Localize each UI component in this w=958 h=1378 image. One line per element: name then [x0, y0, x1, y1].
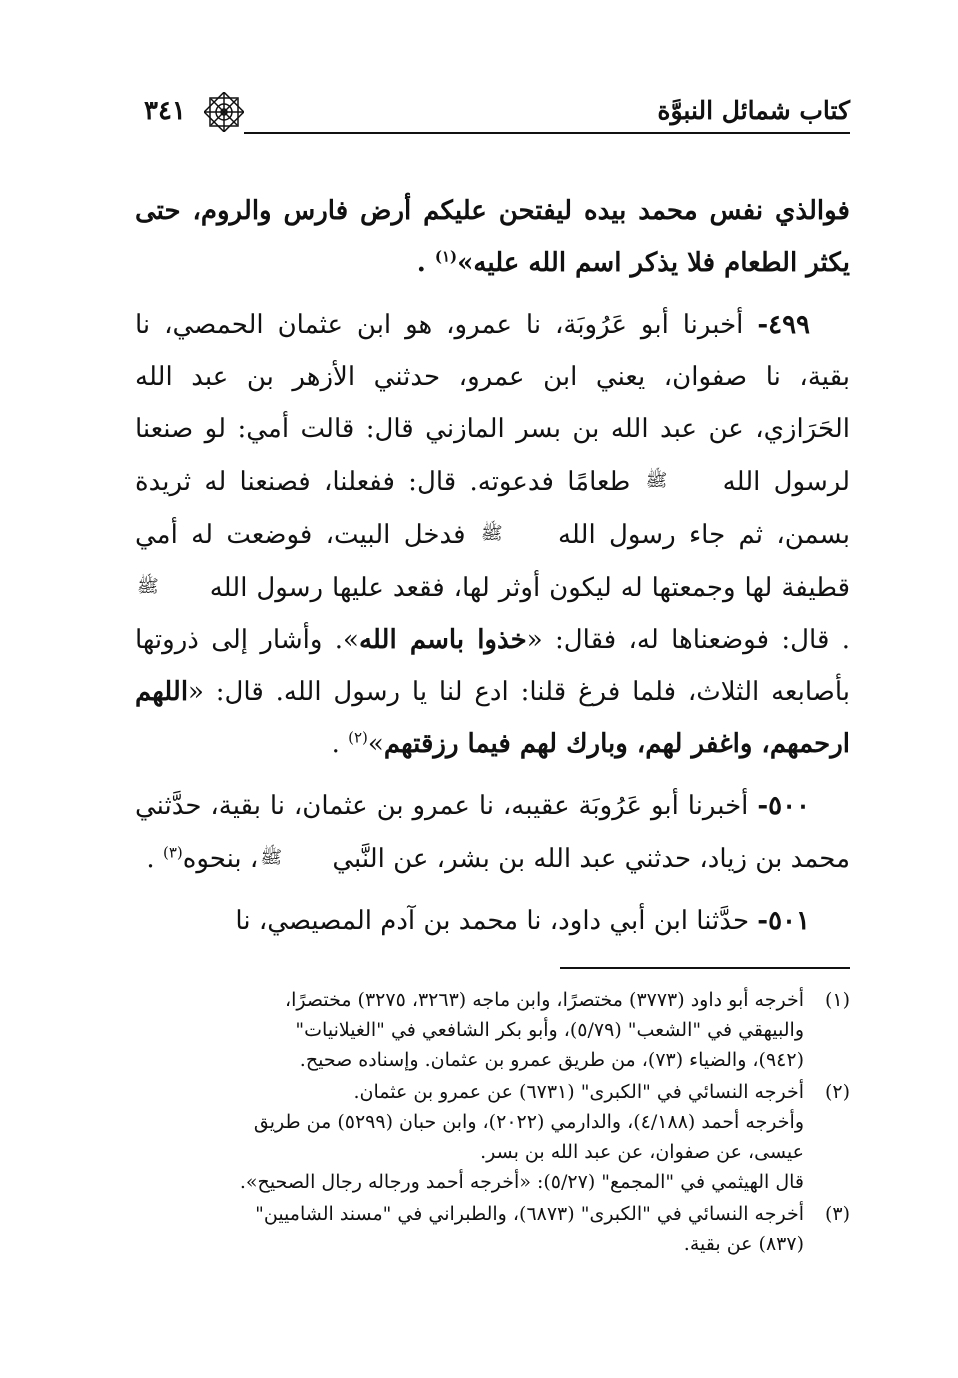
salutation-icon: ﷺ: [480, 523, 503, 544]
header-rule: [244, 132, 850, 134]
hadith-number: ٥٠١-: [757, 906, 810, 936]
hadith-number: ٥٠٠-: [757, 791, 811, 821]
hadith-501: [135, 895, 850, 947]
intro-line-1: فوالذي نفس محمد بيده ليفتحن عليكم أرض فارس والروم، حتى: [135, 196, 850, 226]
footnote-line: والبيهقي في "الشعب" (٥/٧٩)، وأبو بكر الشافعي في "الغيلانيات": [295, 1019, 804, 1041]
hadith-500: ٥٠٠- أخبرنا أبو عَرُوبَة عقيبه، نا عمرو بن عثمان، نا بقية، حدَّثني محمد بن زياد، حدثني عبد الله بن بشر، عن النَّبي ﷺ، بنحوه$^{(٣)}$ .: [135, 780, 850, 885]
hadith-text: طعامًا فدعوته. قال: ففعلنا، فصنعنا له ثريدة بسمن، ثم جاء رسول الله: [135, 467, 851, 550]
footnote-2: [135, 1077, 850, 1197]
footnote-mark: (١): [824, 989, 850, 1011]
footnote-line: أخرجه النسائي في "الكبرى" (٦٧٣١) عن عمرو بن عثمان.: [353, 1081, 804, 1103]
hadith-text: فدخل البيت، فوضعت له أمي قطيفة لها وجمعتها له ليكون أوثر لها، فقعد عليها رسول الله: [135, 520, 851, 603]
hadith-499: ٤٩٩- أخبرنا أبو عَرُوبَة، نا عمرو، هو ابن عثمان الحمصي، نا بقية، نا صفوان، يعني ابن عمرو، حدثني الأزهر بن عبد الله الحَرَازي، عن عبد الله بن بسر المازني قال: قالت أمي: لو صنعنا لرسول الله ﷺ طعامًا فدعوته. قال: ففعلنا، فصنعنا له ثريدة بسمن، ثم جاء رسول الله ﷺ فدخل البيت، فوضعت له أمي قطيفة لها وجمعتها له ليكون أوثر لها، فقعد عليها رسول الله ﷺ. قال: فوضعناها له، فقال: «خذوا باسم الله». وأشار إلى ذروتها بأصابعه الثلاث، فلما فرغ قلنا: ادع لنا يا رسول الله. قال: «اللهم ارحمهم، واغفر لهم، وبارك لهم فيما رزقتهم»$^{(٢)}$ .: [135, 310, 851, 759]
footnotes: [135, 985, 850, 1261]
hadith-text: أخبرنا أبو عَرُوبَة، نا عمرو، هو ابن عثمان الحمصي، نا بقية، نا صفوان، يعني ابن عمرو، حدثني الأزهر بن عبد الله الحَرَازي، عن عبد الله بن بسر المازني قال: قالت أمي: لو صنعنا لرسول الله: [135, 310, 851, 497]
intro-line-2: يكثر الطعام فلا يذكر اسم الله عليه»: [457, 248, 850, 278]
footnote-line: وأخرجه أحمد (٤/١٨٨)، والدارمي (٢٠٢٢)، وابن حبان (٥٢٩٩) من طريق: [253, 1111, 804, 1133]
main-text: [135, 185, 850, 957]
footnote-line: (٨٣٧) عن بقية.: [683, 1233, 804, 1255]
footnote-1: [135, 985, 850, 1075]
hadith-text: »: [367, 729, 384, 759]
footnote-3: [135, 1199, 850, 1259]
geometric-star-ornament-icon: [204, 92, 244, 132]
hadith-text: أخبرنا أبو عَرُوبَة عقيبه، نا عمرو بن عثمان، نا بقية، حدَّثني محمد بن زياد، حدثني عبد الله بن بشر، عن النَّبي: [135, 791, 850, 874]
salutation-icon: ﷺ: [260, 847, 283, 868]
footnote-line: عيسى، عن صفوان، عن عبد الله بن بسر.: [480, 1141, 804, 1163]
footnote-ref: (٢): [348, 728, 368, 747]
footnote-mark: (٢): [824, 1081, 850, 1103]
footnote-line: قال الهيثمي في "المجمع" (٥/٢٧): «أخرجه أحمد ورجاله رجال الصحيح».: [239, 1171, 804, 1193]
hadith-text: حدَّثنا ابن أبي داود، نا محمد بن آدم المصيصي، نا: [235, 906, 750, 936]
footnote-line: أخرجه أبو داود (٣٧٧٣) مختصرًا، وابن ماجه (٣٢٦٣، ٣٢٧٥) مختصرًا،: [284, 989, 804, 1011]
hadith-text: ». وأشار إلى ذروتها بأصابعه الثلاث، فلما فرغ قلنا: ادع لنا يا رسول الله. قال: «: [135, 625, 850, 707]
hadith-number: ٤٩٩-: [757, 310, 811, 340]
hadith-text: ، بنحوه: [182, 844, 259, 874]
book-title: كتاب شمائل النبوَّة: [657, 96, 850, 125]
footnote-separator: [560, 967, 850, 969]
page-header: [130, 82, 850, 146]
salutation-icon: ﷺ: [645, 470, 668, 491]
salutation-icon: ﷺ: [137, 576, 159, 597]
footnote-line: أخرجه النسائي في "الكبرى" (٦٨٧٣)، والطبراني في "مسند الشاميين": [255, 1203, 804, 1225]
prophetic-quote: خذوا باسم الله: [358, 625, 527, 655]
page-number: ٣٤١: [144, 96, 186, 126]
footnote-ref: (١): [434, 247, 458, 266]
footnote-line: (٩٤٢)، والضياء (٧٣)، من طريق عمرو بن عثمان. وإسناده صحيح.: [299, 1049, 804, 1071]
intro-paragraph: فوالذي نفس محمد بيده ليفتحن عليكم أرض فارس والروم، حتى يكثر الطعام فلا يذكر اسم الله عليه»$^{(١)}$ .: [135, 196, 850, 278]
footnote-ref: (٣): [162, 843, 183, 862]
hadith-text: . قال: فوضعناها له، فقال: «: [526, 625, 851, 655]
prophetic-quote: اللهم ارحمهم، واغفر لهم، وبارك لهم فيما رزقتهم: [135, 677, 850, 759]
footnote-mark: (٣): [824, 1203, 850, 1225]
